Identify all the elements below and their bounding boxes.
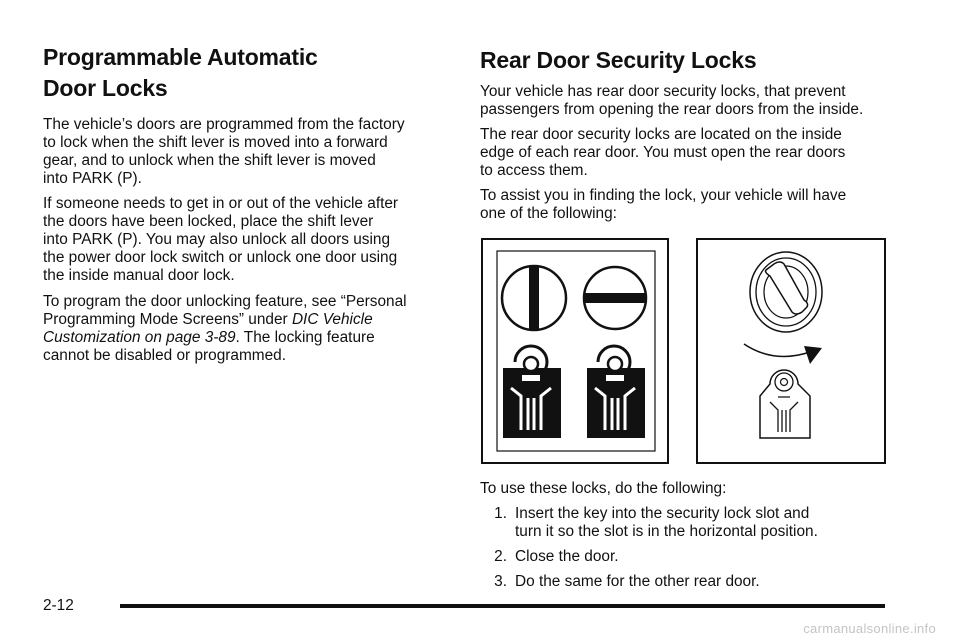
left-column	[43, 0, 443, 365]
paragraph: To use these locks, do the following:	[480, 480, 727, 497]
right-column	[480, 0, 900, 598]
paragraph: Your vehicle has rear door security locks, that prevent passengers from opening the rear doors from the inside.	[480, 83, 864, 118]
page-footer	[43, 597, 903, 617]
page-number: 2-12	[43, 597, 74, 614]
step-text: Close the door.	[515, 548, 619, 565]
child-lock-symbols-illustration	[483, 240, 667, 462]
lock-turn-figure	[696, 238, 886, 464]
paragraph-text: To program the door unlocking feature, see “Personal Programming Mode Screens” under	[43, 293, 407, 328]
step-number: 2.	[494, 548, 507, 565]
turn-arrow-icon	[744, 344, 822, 364]
section-heading-rear-door-locks: Rear Door Security Locks	[480, 47, 757, 73]
watermark: carmanualsonline.info	[803, 621, 936, 636]
step-number: 1.	[494, 505, 507, 522]
child-lock-symbol-icon	[587, 346, 645, 438]
steps-list	[480, 505, 900, 591]
figures-row	[480, 238, 900, 466]
child-lock-symbol-icon	[503, 346, 561, 438]
lock-turn-illustration	[698, 240, 884, 462]
lock-horizontal-slot-icon	[584, 267, 646, 329]
paragraph	[43, 293, 443, 365]
paragraph: If someone needs to get in or out of the vehicle after the doors have been locked, place the shift lever into PARK (P). You may also unlock all doors using the power door lock switch or unlock one door using the inside manual door lock.	[43, 195, 399, 284]
list-item	[480, 548, 900, 566]
step-number: 3.	[494, 573, 507, 590]
child-symbol-icon	[760, 370, 810, 438]
section-heading-programmable-locks: Programmable Automatic Door Locks	[43, 44, 318, 101]
paragraph: The vehicle’s doors are programmed from the factory to lock when the shift lever is moved into a forward gear, and to unlock when the shift lever is moved into PARK (P).	[43, 116, 405, 187]
step-text: Do the same for the other rear door.	[515, 573, 760, 590]
paragraph: The rear door security locks are located on the inside edge of each rear door. You must open the rear doors to access them.	[480, 126, 846, 179]
list-item	[480, 573, 900, 591]
step-text: Insert the key into the security lock slot and turn it so the slot is in the horizontal position.	[515, 505, 818, 540]
paragraph: To assist you in finding the lock, your vehicle will have one of the following:	[480, 187, 847, 222]
lock-positions-figure	[481, 238, 669, 464]
footer-rule	[120, 604, 885, 608]
lock-vertical-slot-icon	[502, 266, 566, 330]
cross-reference-link[interactable]: DIC Vehicle Customization on page 3-89	[43, 311, 373, 346]
list-item	[480, 505, 900, 541]
paragraph-text: . The locking feature cannot be disabled or programmed.	[43, 329, 375, 364]
lock-cylinder-icon	[750, 252, 822, 332]
